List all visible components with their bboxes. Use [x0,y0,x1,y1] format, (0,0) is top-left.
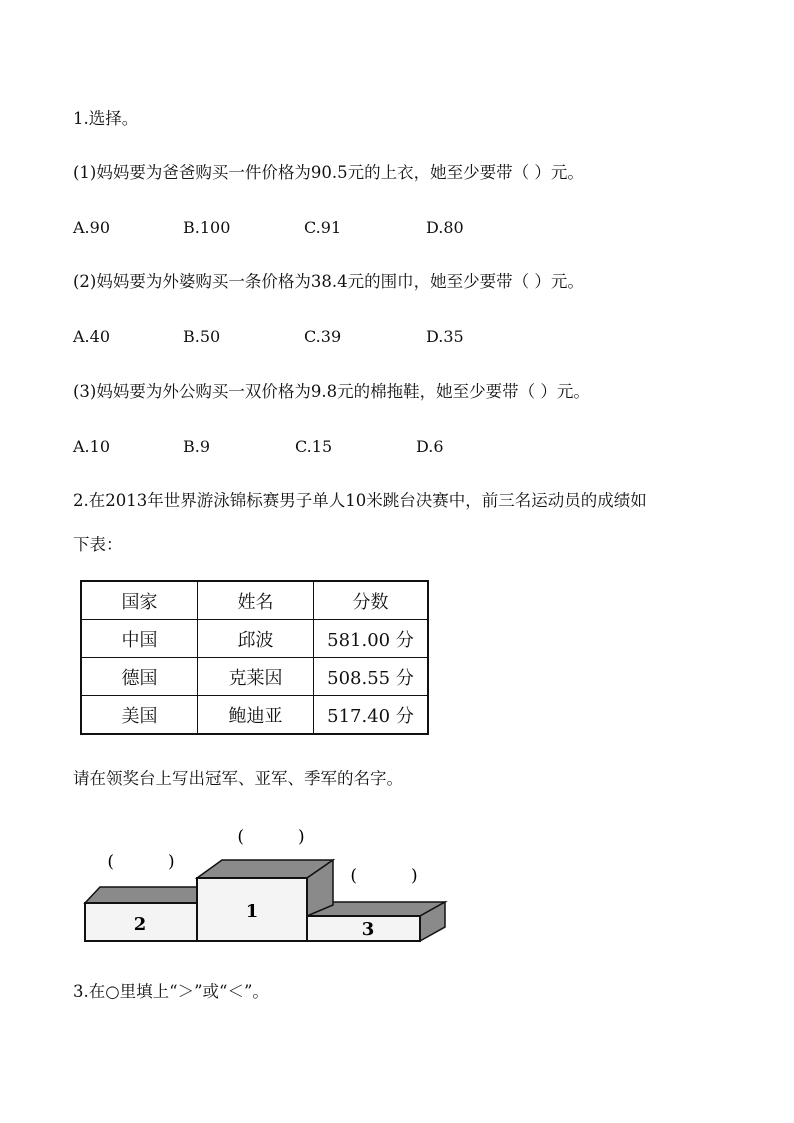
cell-score: 517.40 分 [314,696,429,735]
option-a: A.40 [73,327,110,346]
cell-name: 鲍迪亚 [198,696,314,735]
option-c: C.91 [304,218,342,237]
cell-country: 中国 [81,620,198,658]
option-b: B.100 [183,218,231,237]
score-table [80,580,429,735]
podium-diagram [70,815,460,950]
q1-item-1-text: (1)妈妈要为爸爸购买一件价格为90.5元的上衣，她至少要带（ ）元。 [73,163,584,182]
option-b: B.9 [183,437,211,456]
table-header-row [81,581,428,620]
option-c: C.39 [304,327,342,346]
podium-label-3: 3 [361,919,375,940]
option-d: D.35 [426,327,464,346]
q2-instruction: 请在领奖台上写出冠军、亚军、季军的名字。 [73,769,403,788]
cell-country: 德国 [81,658,198,696]
podium-blank-third: ( ) [350,866,418,886]
podium-blank-first: ( ) [237,827,305,847]
table-row [81,620,428,658]
q1-heading: 1.选择。 [73,109,139,128]
option-a: A.90 [73,218,110,237]
table-row [81,658,428,696]
cell-score: 508.55 分 [314,658,429,696]
option-d: D.6 [416,437,444,456]
q1-item-2-text: (2)妈妈要为外婆购买一条价格为38.4元的围巾，她至少要带（ ）元。 [73,272,584,291]
cell-country: 美国 [81,696,198,735]
header-score: 分数 [314,581,429,620]
option-c: C.15 [295,437,333,456]
header-name: 姓名 [198,581,314,620]
podium-second-top [85,887,208,903]
option-b: B.50 [183,327,221,346]
podium-blank-second: ( ) [107,852,175,872]
podium-label-1: 1 [245,901,259,922]
table-row [81,696,428,735]
cell-score: 581.00 分 [314,620,429,658]
q2-text-line-1: 2.在2013年世界游泳锦标赛男子单人10米跳台决赛中，前三名运动员的成绩如 [73,491,647,510]
cell-name: 克莱因 [198,658,314,696]
option-a: A.10 [73,437,110,456]
option-d: D.80 [426,218,464,237]
header-country: 国家 [81,581,198,620]
q3-heading: 3.在○里填上“＞”或“＜”。 [73,982,269,1001]
q2-text-line-2: 下表： [73,535,123,554]
cell-name: 邱波 [198,620,314,658]
q1-item-3-text: (3)妈妈要为外公购买一双价格为9.8元的棉拖鞋，她至少要带（ ）元。 [73,382,590,401]
podium-label-2: 2 [133,914,147,935]
